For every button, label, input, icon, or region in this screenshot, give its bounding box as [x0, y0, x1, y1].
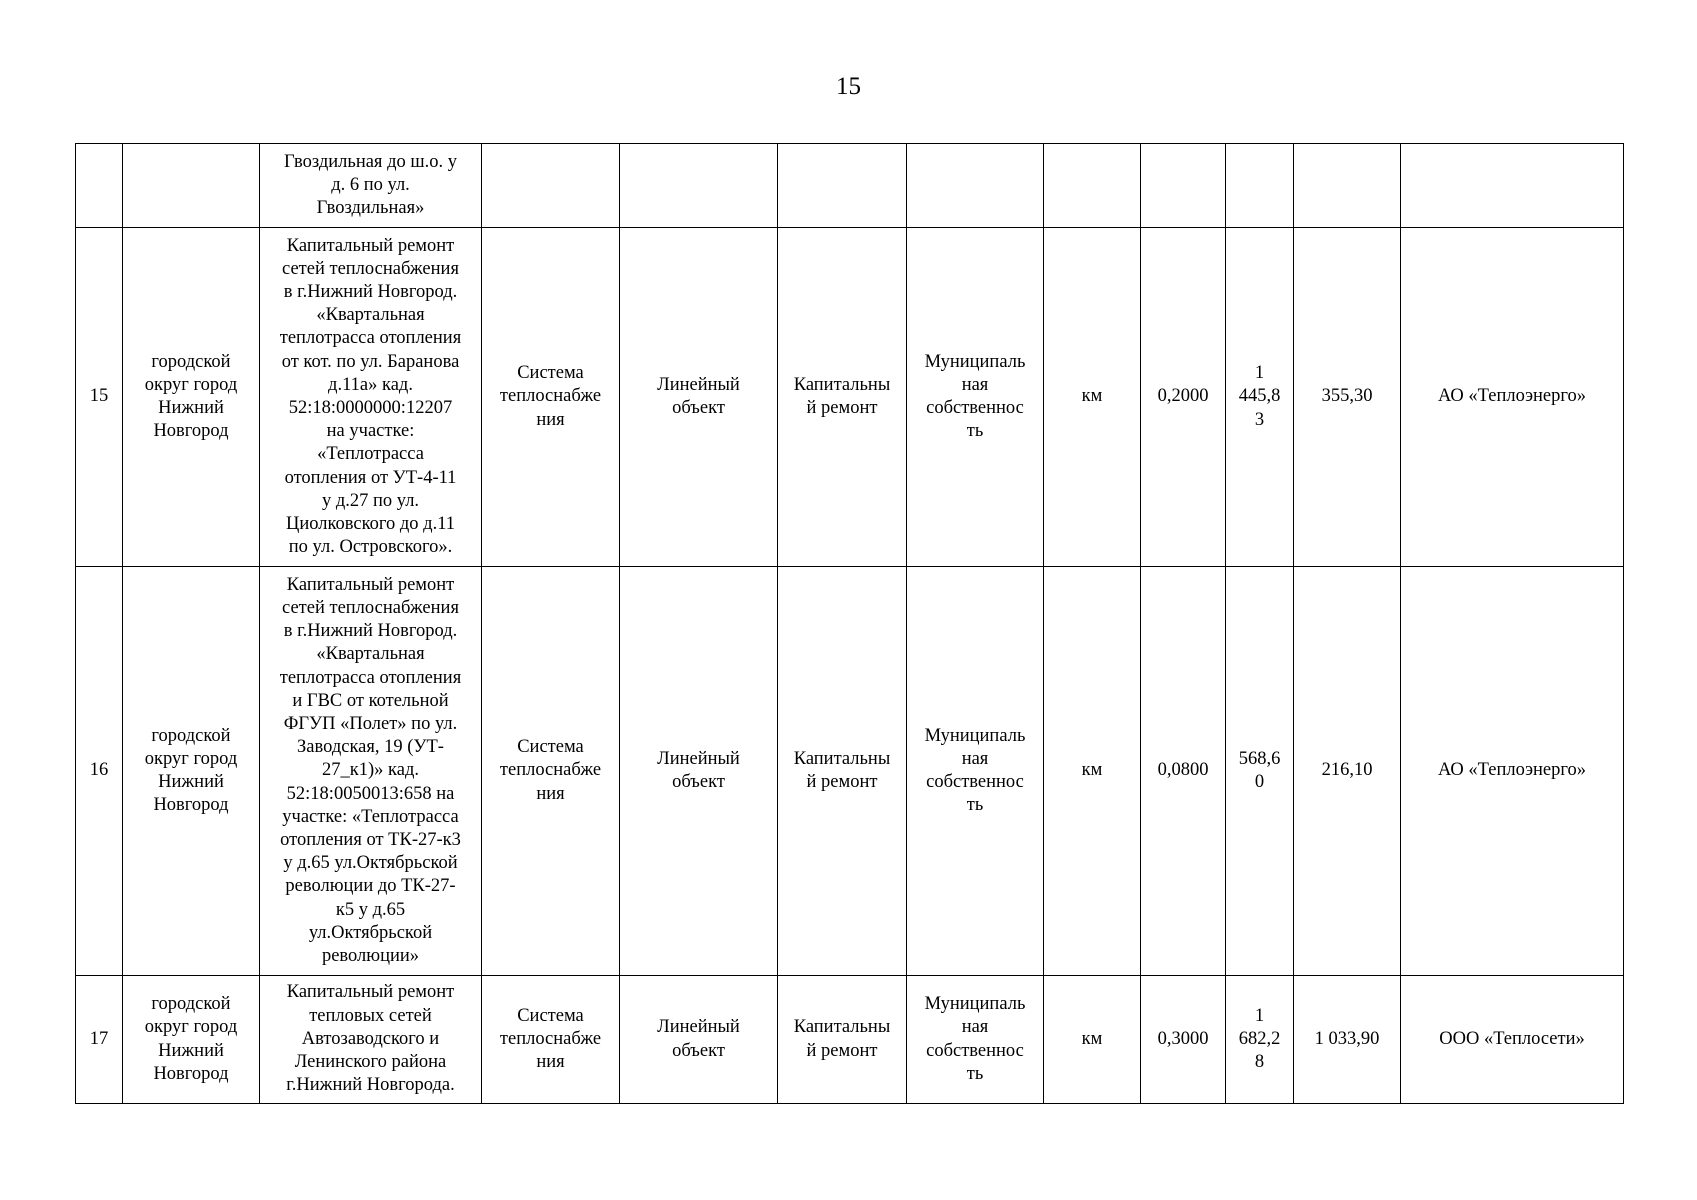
cell-system: Система теплоснабже ния — [482, 976, 620, 1104]
cell-unit: км — [1044, 228, 1141, 567]
cell-area: городской округ город Нижний Новгород — [123, 228, 260, 567]
cell-object-type: Линейный объект — [620, 567, 778, 976]
cell-unit: км — [1044, 567, 1141, 976]
cell-number: 16 — [76, 567, 123, 976]
cell-ownership: Муниципаль ная собственнос ть — [907, 976, 1044, 1104]
cell-ownership: Муниципаль ная собственнос ть — [907, 228, 1044, 567]
cell-value — [1294, 144, 1401, 228]
cell-ownership — [907, 144, 1044, 228]
cell-executor: АО «Теплоэнерго» — [1401, 567, 1624, 976]
works-table — [75, 143, 1624, 1104]
cell-description: Гвоздильная до ш.о. у д. 6 по ул. Гвоздильная» — [260, 144, 482, 228]
cell-description: Капитальный ремонт сетей теплоснабжения в г.Нижний Новгород. «Квартальная теплотрасса отопления и ГВС от котельной ФГУП «Полет» по ул. Заводская, 19 (УТ- 27_к1)» кад. 52:18:0050013:658 на участке: «Теплотрасса отопления от ТК-27-к3 у д.65 ул.Октябрьской революции до ТК-27- к5 у д.65 ул.Октябрьской революции» — [260, 567, 482, 976]
cell-length: 0,3000 — [1141, 976, 1226, 1104]
cell-cost: 568,6 0 — [1226, 567, 1294, 976]
cell-executor — [1401, 144, 1624, 228]
cell-object-type: Линейный объект — [620, 976, 778, 1104]
cell-cost: 1 682,2 8 — [1226, 976, 1294, 1104]
cell-unit — [1044, 144, 1141, 228]
table-row — [76, 976, 1624, 1104]
table-row — [76, 228, 1624, 567]
cell-executor: ООО «Теплосети» — [1401, 976, 1624, 1104]
cell-area — [123, 144, 260, 228]
cell-value: 1 033,90 — [1294, 976, 1401, 1104]
cell-cost: 1 445,8 3 — [1226, 228, 1294, 567]
table-row — [76, 144, 1624, 228]
cell-executor: АО «Теплоэнерго» — [1401, 228, 1624, 567]
cell-number: 15 — [76, 228, 123, 567]
cell-number — [76, 144, 123, 228]
cell-description: Капитальный ремонт тепловых сетей Автозаводского и Ленинского района г.Нижний Новгорода. — [260, 976, 482, 1104]
page-number: 15 — [836, 73, 861, 100]
cell-work-type: Капитальны й ремонт — [778, 567, 907, 976]
cell-unit: км — [1044, 976, 1141, 1104]
cell-object-type: Линейный объект — [620, 228, 778, 567]
cell-object-type — [620, 144, 778, 228]
cell-work-type — [778, 144, 907, 228]
cell-cost — [1226, 144, 1294, 228]
cell-ownership: Муниципаль ная собственнос ть — [907, 567, 1044, 976]
table-row — [76, 567, 1624, 976]
cell-work-type: Капитальны й ремонт — [778, 976, 907, 1104]
cell-work-type: Капитальны й ремонт — [778, 228, 907, 567]
cell-value: 216,10 — [1294, 567, 1401, 976]
cell-value: 355,30 — [1294, 228, 1401, 567]
cell-description: Капитальный ремонт сетей теплоснабжения в г.Нижний Новгород. «Квартальная теплотрасса отопления от кот. по ул. Баранова д.11а» кад. 52:18:0000000:12207 на участке: «Теплотрасса отопления от УТ-4-11 у д.27 по ул. Циолковского до д.11 по ул. Островского». — [260, 228, 482, 567]
cell-number: 17 — [76, 976, 123, 1104]
cell-system: Система теплоснабже ния — [482, 567, 620, 976]
cell-length: 0,2000 — [1141, 228, 1226, 567]
cell-length: 0,0800 — [1141, 567, 1226, 976]
cell-area: городской округ город Нижний Новгород — [123, 976, 260, 1104]
cell-system: Система теплоснабже ния — [482, 228, 620, 567]
cell-system — [482, 144, 620, 228]
cell-length — [1141, 144, 1226, 228]
cell-area: городской округ город Нижний Новгород — [123, 567, 260, 976]
